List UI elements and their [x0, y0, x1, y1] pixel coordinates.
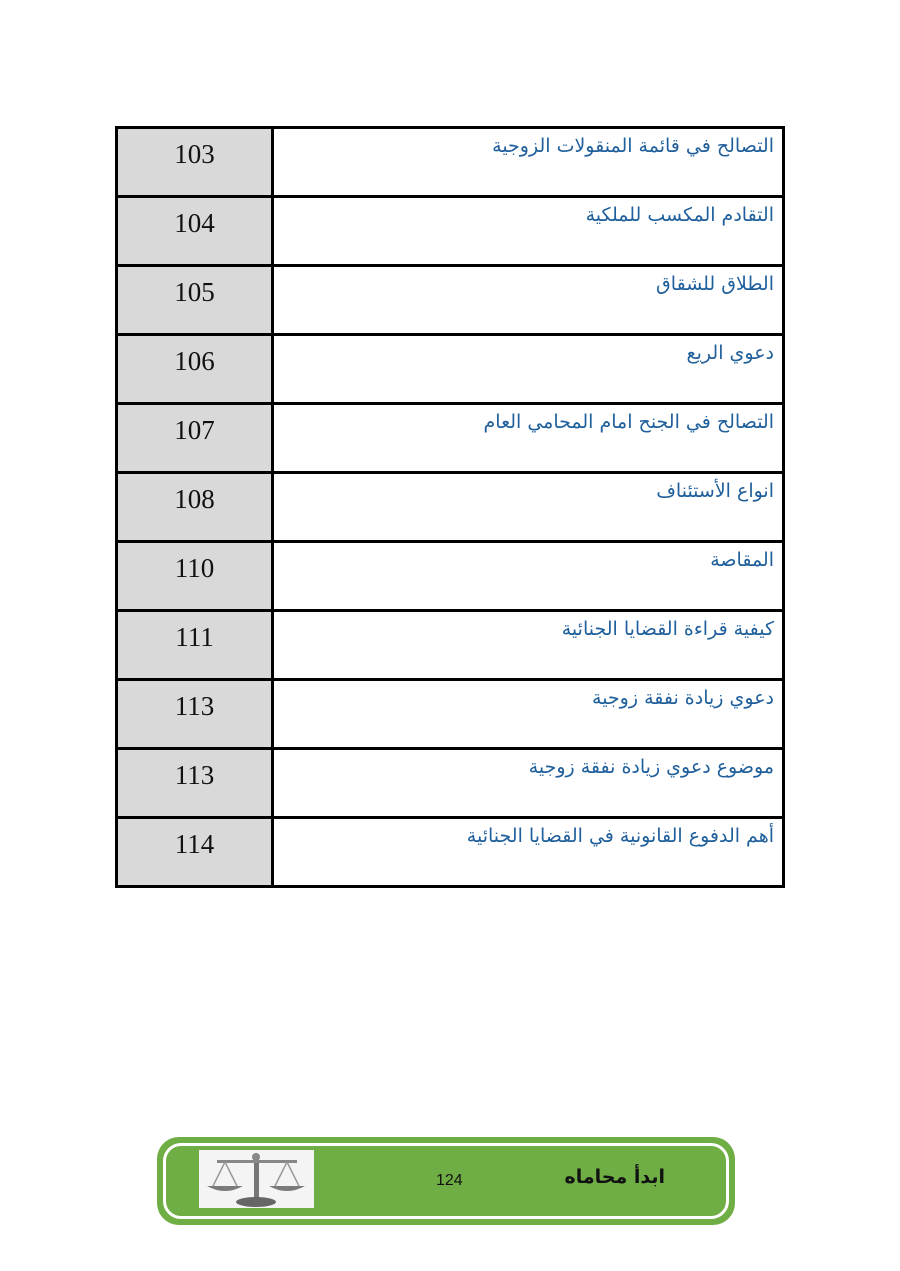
toc-page-number: 103 [118, 129, 274, 195]
toc-page-number: 106 [118, 336, 274, 402]
toc-entry-title: أهم الدفوع القانونية في القضايا الجنائية [466, 825, 774, 847]
toc-row [118, 612, 782, 681]
toc-row [118, 474, 782, 543]
toc-row [118, 750, 782, 819]
toc-page-number: 107 [118, 405, 274, 471]
toc-row [118, 681, 782, 750]
toc-entry-title: انواع الأستئناف [656, 480, 774, 502]
scales-of-justice-icon [199, 1150, 314, 1208]
toc-row [118, 336, 782, 405]
toc-row [118, 543, 782, 612]
toc-row [118, 129, 782, 198]
toc-page-number: 105 [118, 267, 274, 333]
toc-page-number: 104 [118, 198, 274, 264]
toc-row [118, 819, 782, 885]
toc-row [118, 405, 782, 474]
toc-page-number: 113 [118, 681, 274, 747]
toc-table [115, 126, 785, 888]
toc-page-number: 113 [118, 750, 274, 816]
toc-page-number: 110 [118, 543, 274, 609]
toc-entry-title: المقاصة [710, 549, 774, 571]
toc-entry-title: دعوي الريع [686, 342, 774, 364]
toc-page-number: 114 [118, 819, 274, 885]
toc-row [118, 267, 782, 336]
toc-entry-title: الطلاق للشقاق [656, 273, 774, 295]
toc-entry-title: التقادم المكسب للملكية [585, 204, 774, 226]
toc-entry-title: كيفية قراءة القضايا الجنائية [561, 618, 774, 640]
toc-row [118, 198, 782, 267]
toc-entry-title: موضوع دعوي زيادة نفقة زوجية [528, 756, 774, 778]
toc-page-number: 111 [118, 612, 274, 678]
toc-entry-title: التصالح في قائمة المنقولات الزوجية [492, 135, 774, 157]
footer-page-number: 124 [436, 1172, 463, 1189]
toc-entry-title: التصالح في الجنح امام المحامي العام [483, 411, 774, 433]
toc-entry-title: دعوي زيادة نفقة زوجية [592, 687, 774, 709]
toc-page-number: 108 [118, 474, 274, 540]
footer-title: ابدأ محاماه [564, 1166, 665, 1188]
